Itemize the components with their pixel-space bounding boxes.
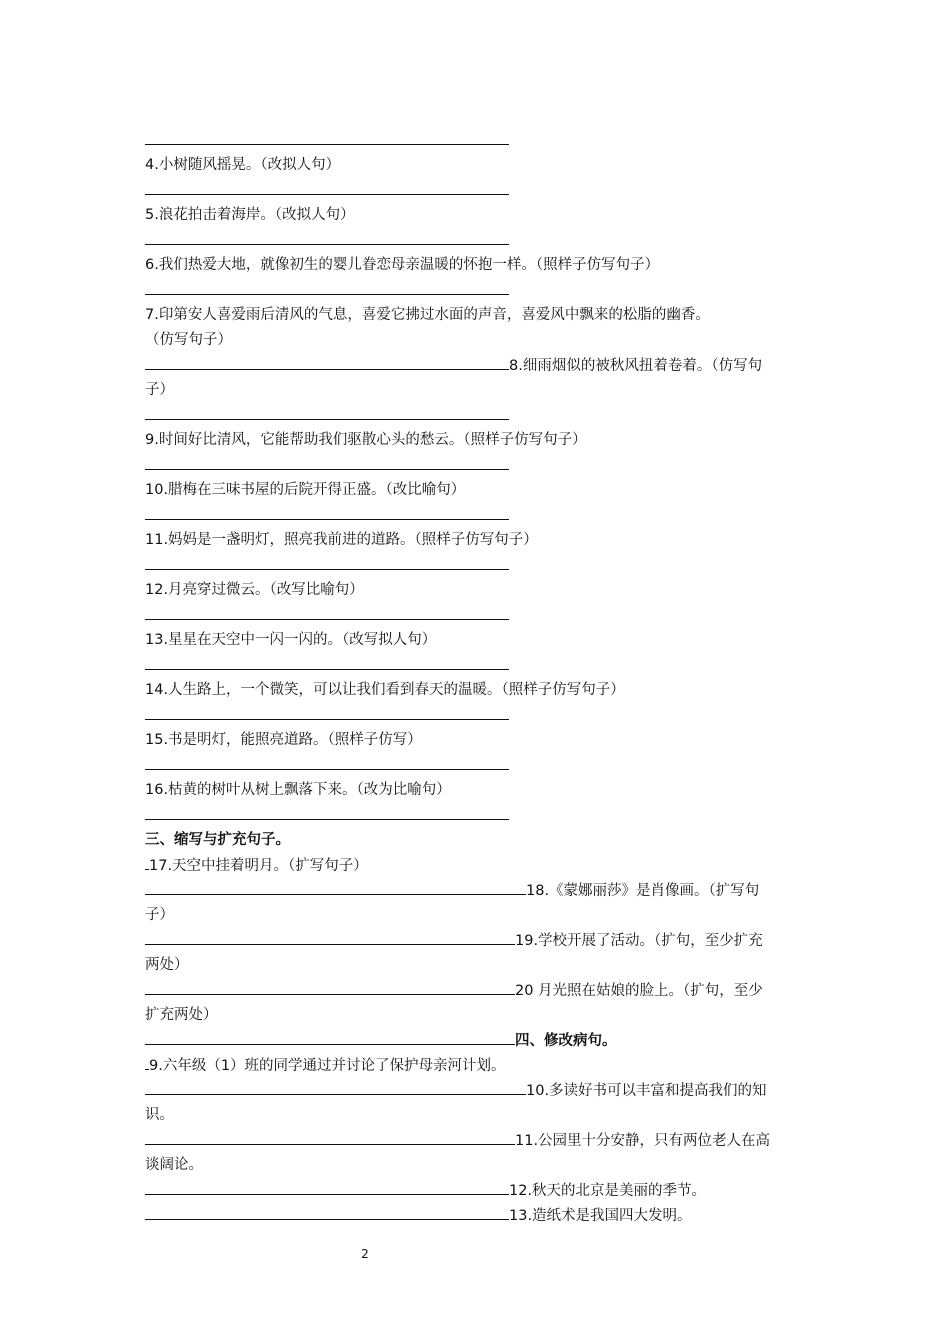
answer-line <box>145 753 509 770</box>
answer-line-row <box>145 603 810 628</box>
s4-question-10-cont: 识。 <box>145 1107 174 1123</box>
s4-question-12: 12.秋天的北京是美丽的季节。 <box>509 1183 707 1199</box>
s4-question-9-row <box>145 1053 810 1078</box>
answer-line-row <box>145 753 810 778</box>
answer-line-row <box>145 503 810 528</box>
question-7: 7.印第安人喜爱雨后清风的气息，喜爱它拂过水面的声音，喜爱风中飘来的松脂的幽香。 <box>145 307 710 323</box>
question-20: 20 月光照在姑娘的脸上。（扩句，至少 <box>515 983 763 999</box>
answer-line <box>145 1128 515 1145</box>
question-8-row <box>145 353 810 378</box>
answer-line <box>145 228 509 245</box>
question-9: 9.时间好比清风，它能帮助我们驱散心头的愁云。（照样子仿写句子） <box>145 432 587 448</box>
section-3-heading: 三、缩写与扩充句子。 <box>145 832 290 848</box>
question-12: 12.月亮穿过微云。（改写比喻句） <box>145 582 364 598</box>
answer-line <box>145 1178 509 1195</box>
question-16: 16.枯黄的树叶从树上飘落下来。（改为比喻句） <box>145 782 451 798</box>
answer-line-row <box>145 228 810 253</box>
answer-line <box>145 1203 509 1220</box>
s4-question-9: 9.六年级（1）班的同学通过并讨论了保护母亲河计划。 <box>149 1058 506 1074</box>
answer-line-row <box>145 553 810 578</box>
answer-line <box>145 453 509 470</box>
question-13: 13.星星在天空中一闪一闪的。（改写拟人句） <box>145 632 437 648</box>
s4-question-12-row <box>145 1178 810 1203</box>
s4-question-10: 10.多读好书可以丰富和提高我们的知 <box>526 1083 767 1099</box>
question-20-cont: 扩充两处） <box>145 1007 218 1023</box>
question-19-row <box>145 928 810 953</box>
answer-line-row <box>145 653 810 678</box>
question-18: 18.《蒙娜丽莎》是肖像画。（扩写句 <box>526 883 760 899</box>
question-14: 14.人生路上，一个微笑，可以让我们看到春天的温暖。（照样子仿写句子） <box>145 682 625 698</box>
s4-question-13-row <box>145 1203 810 1228</box>
question-19: 19.学校开展了活动。（扩句，至少扩充 <box>515 933 763 949</box>
question-20-row <box>145 978 810 1003</box>
answer-line <box>145 1028 515 1045</box>
question-15: 15.书是明灯，能照亮道路。（照样子仿写） <box>145 732 422 748</box>
s4-question-11-cont: 谈阔论。 <box>145 1157 203 1173</box>
question-19-cont: 两处） <box>145 957 189 973</box>
question-8: 8.细雨烟似的被秋风扭着卷着。（仿写句 <box>509 358 763 374</box>
answer-line <box>145 1078 526 1095</box>
section-4-heading: 四、修改病句。 <box>515 1033 617 1049</box>
s4-question-11-row <box>145 1128 810 1153</box>
question-6: 6.我们热爱大地，就像初生的婴儿眷恋母亲温暖的怀抱一样。（照样子仿写句子） <box>145 257 660 273</box>
answer-line <box>145 803 509 820</box>
answer-line-row <box>145 278 810 303</box>
question-7-cont: （仿写句子） <box>145 332 232 348</box>
answer-line <box>145 553 509 570</box>
answer-line <box>145 403 509 420</box>
s4-question-11: 11.公园里十分安静，只有两位老人在高 <box>515 1133 771 1149</box>
answer-line <box>145 928 515 945</box>
question-18-row <box>145 878 810 903</box>
s4-question-10-row <box>145 1078 810 1103</box>
s4-question-13: 13.造纸术是我国四大发明。 <box>509 1208 692 1224</box>
worksheet-content <box>145 128 810 1228</box>
question-17: 17.天空中挂着明月。（扩写句子） <box>149 858 368 874</box>
answer-line-row <box>145 703 810 728</box>
section-4-row <box>145 1028 810 1053</box>
question-5: 5.浪花拍击着海岸。（改拟人句） <box>145 207 355 223</box>
question-4: 4.小树随风摇晃。（改拟人句） <box>145 157 341 173</box>
question-10: 10.腊梅在三味书屋的后院开得正盛。（改比喻句） <box>145 482 466 498</box>
question-18-cont: 子） <box>145 907 174 923</box>
answer-line-row <box>145 178 810 203</box>
answer-line <box>145 878 526 895</box>
answer-line-row <box>145 403 810 428</box>
answer-line <box>145 603 509 620</box>
answer-line <box>145 278 509 295</box>
question-8-cont: 子） <box>145 382 174 398</box>
answer-line <box>145 653 509 670</box>
answer-line <box>145 503 509 520</box>
answer-line <box>145 978 515 995</box>
answer-line <box>145 703 509 720</box>
answer-line <box>145 178 509 195</box>
question-17-row <box>145 853 810 878</box>
answer-line-row <box>145 453 810 478</box>
answer-line-row <box>145 128 810 153</box>
page-number: 2 <box>361 1247 369 1261</box>
question-11: 11.妈妈是一盏明灯，照亮我前进的道路。（照样子仿写句子） <box>145 532 538 548</box>
answer-line <box>145 353 509 370</box>
answer-line-row <box>145 803 810 828</box>
answer-line <box>145 128 509 145</box>
